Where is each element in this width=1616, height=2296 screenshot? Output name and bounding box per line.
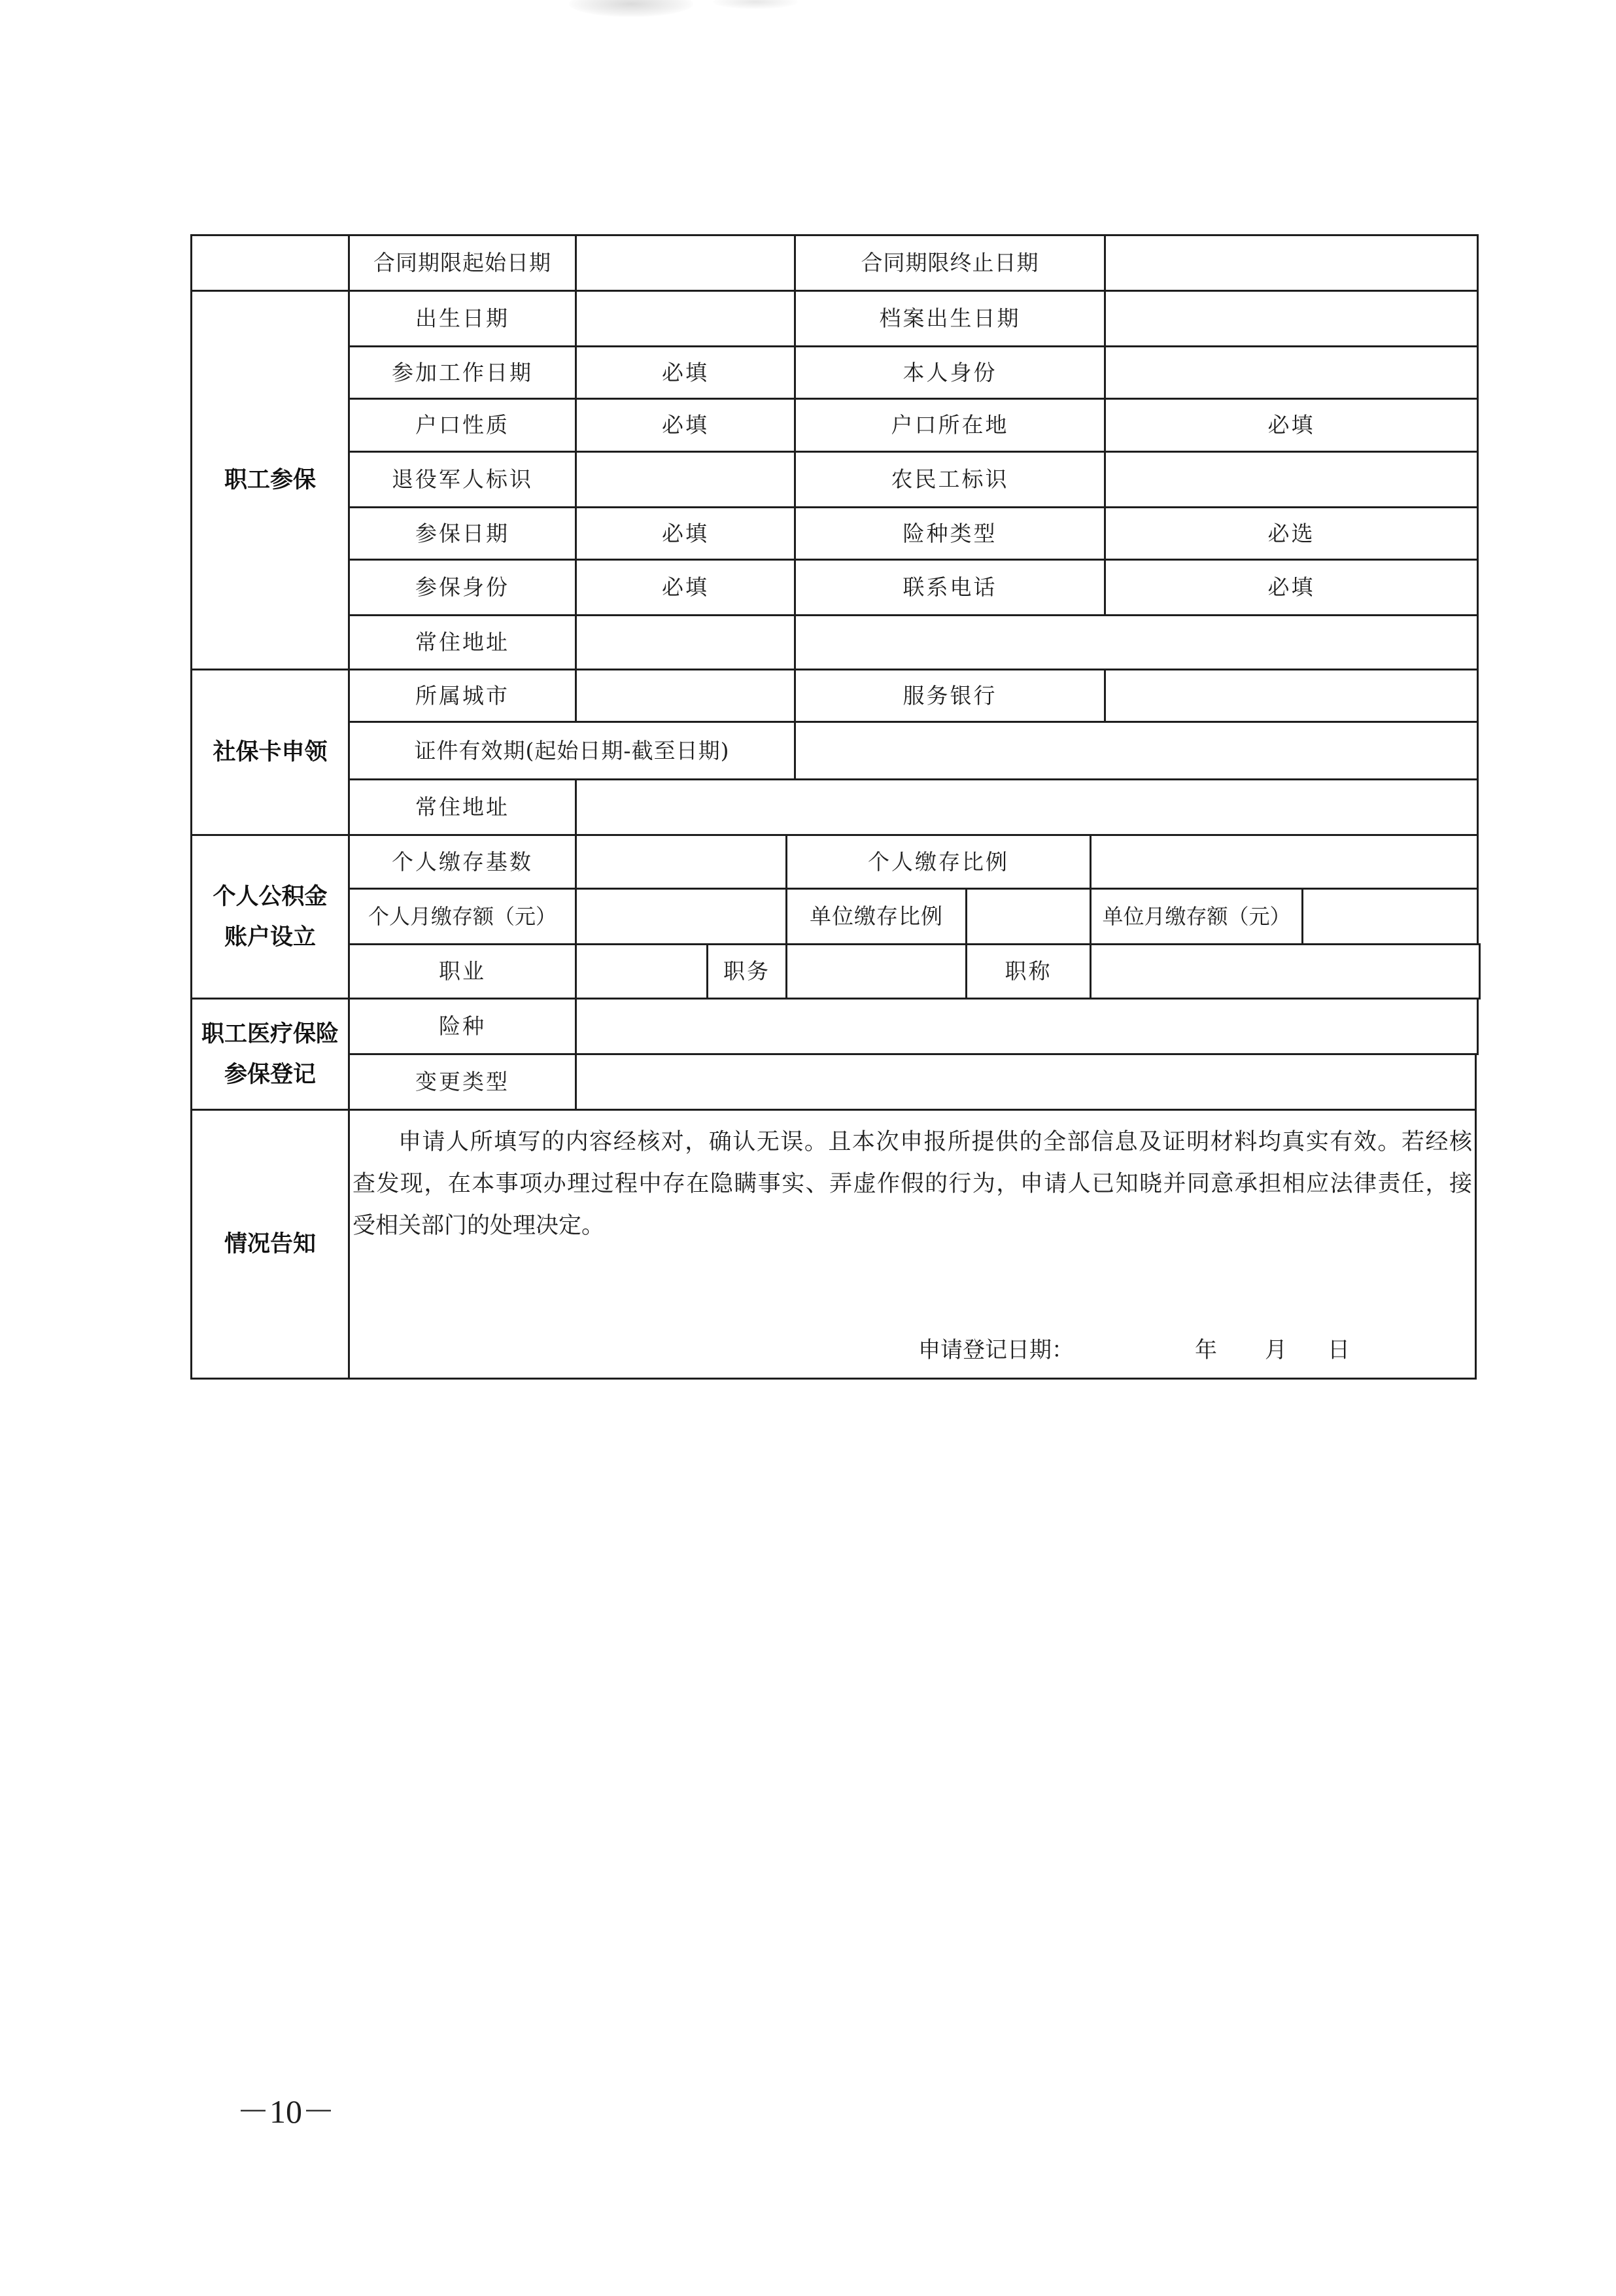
field-insurance-type bbox=[1104, 506, 1479, 561]
employer-monthly-label: 单位月缴存额（元） bbox=[1102, 904, 1291, 929]
section-employee-insurance bbox=[190, 290, 350, 670]
personal-monthly-label: 个人月缴存额（元） bbox=[368, 904, 557, 929]
occupation-label: 职业 bbox=[439, 958, 486, 984]
insured-date-label: 参保日期 bbox=[415, 520, 509, 546]
label-cell-personal-identity bbox=[794, 345, 1106, 400]
label-cell-contract-start-date bbox=[348, 234, 577, 292]
field-insurance-kind bbox=[575, 998, 1479, 1055]
birth-date-label: 出生日期 bbox=[415, 305, 509, 331]
section-notice bbox=[190, 1109, 350, 1380]
notice-line: 受相关部门的处理决定。 bbox=[352, 1213, 605, 1239]
month-label: 月 bbox=[1265, 1337, 1287, 1363]
card-residence-address-label: 常住地址 bbox=[415, 794, 509, 820]
section-label-notice: 情况告知 bbox=[224, 1231, 316, 1257]
required-hint: 必填 bbox=[662, 520, 709, 546]
position-label: 职务 bbox=[723, 958, 770, 984]
city-label: 所属城市 bbox=[415, 682, 509, 708]
section-label-social-security-card: 社保卡申领 bbox=[213, 739, 328, 765]
field-change-type bbox=[575, 1053, 1477, 1111]
service-bank-label: 服务银行 bbox=[903, 682, 997, 708]
hukou-type-label: 户口性质 bbox=[415, 412, 509, 438]
required-hint: 必填 bbox=[1267, 574, 1315, 600]
label-cell-hukou-type bbox=[348, 398, 577, 453]
field-birth-date bbox=[575, 290, 796, 347]
label-cell-employer-monthly bbox=[1090, 888, 1303, 945]
contract-start-date-label: 合同期限起始日期 bbox=[373, 250, 551, 275]
field-insured-identity bbox=[575, 559, 796, 616]
residence-address-label: 常住地址 bbox=[415, 629, 509, 655]
field-veteran-flag bbox=[575, 451, 796, 508]
label-cell-personal-monthly bbox=[348, 888, 577, 945]
label-cell-card-residence-address bbox=[348, 778, 577, 836]
label-cell-id-validity bbox=[348, 721, 796, 780]
field-insured-date bbox=[575, 506, 796, 561]
label-cell-contract-end-date bbox=[794, 234, 1106, 292]
section-label-medical-insurance bbox=[201, 1014, 339, 1095]
insurance-kind-label: 险种 bbox=[439, 1013, 486, 1039]
label-cell-work-start-date bbox=[348, 345, 577, 400]
field-card-residence-address bbox=[575, 778, 1479, 836]
archive-birth-date-label: 档案出生日期 bbox=[879, 305, 1021, 331]
field-hukou-type bbox=[575, 398, 796, 453]
field-contact-phone bbox=[1104, 559, 1479, 616]
personal-rate-label: 个人缴存比例 bbox=[868, 848, 1009, 875]
required-hint: 必填 bbox=[662, 574, 709, 600]
insurance-type-label: 险种类型 bbox=[903, 520, 997, 546]
field-personal-base bbox=[575, 834, 787, 890]
label-cell-veteran-flag bbox=[348, 451, 577, 508]
field-occupation bbox=[575, 943, 708, 1000]
field-contract-start-date bbox=[575, 234, 796, 292]
label-cell-hukou-location bbox=[794, 398, 1106, 453]
label-cell-employer-rate bbox=[785, 888, 967, 945]
label-cell-insurance-type bbox=[794, 506, 1106, 561]
required-hint: 必填 bbox=[1267, 412, 1315, 438]
label-cell-change-type bbox=[348, 1053, 577, 1111]
page-number: －10－ bbox=[237, 2093, 335, 2130]
field-contract-end-date bbox=[1104, 234, 1479, 292]
id-validity-label: 证件有效期(起始日期-截至日期) bbox=[414, 737, 730, 763]
section-label-line: 职工医疗保险 bbox=[201, 1020, 339, 1047]
contact-phone-label: 联系电话 bbox=[903, 574, 997, 600]
field-city bbox=[575, 669, 796, 723]
field-migrant-worker-flag bbox=[1104, 451, 1479, 508]
label-cell-occupation bbox=[348, 943, 577, 1000]
label-cell-residence-address bbox=[348, 614, 577, 670]
personal-base-label: 个人缴存基数 bbox=[392, 848, 533, 875]
label-cell-personal-rate bbox=[785, 834, 1092, 890]
field-work-start-date bbox=[575, 345, 796, 400]
field-employer-rate bbox=[965, 888, 1092, 945]
label-cell-insured-identity bbox=[348, 559, 577, 616]
section-label-line: 账户设立 bbox=[224, 924, 316, 950]
field-title bbox=[1090, 943, 1481, 1000]
title-label: 职称 bbox=[1005, 958, 1052, 984]
hukou-location-label: 户口所在地 bbox=[891, 412, 1009, 438]
label-cell-personal-base bbox=[348, 834, 577, 890]
label-cell-birth-date bbox=[348, 290, 577, 347]
section-cell-empty bbox=[190, 234, 350, 292]
change-type-label: 变更类型 bbox=[415, 1069, 509, 1094]
label-cell-position bbox=[706, 943, 787, 1000]
field-personal-rate bbox=[1090, 834, 1479, 890]
label-cell-city bbox=[348, 669, 577, 723]
field-residence-address bbox=[575, 614, 796, 670]
employer-rate-label: 单位缴存比例 bbox=[810, 903, 943, 929]
work-start-date-label: 参加工作日期 bbox=[392, 359, 533, 385]
field-archive-birth-date bbox=[1104, 290, 1479, 347]
required-hint: 必填 bbox=[662, 359, 709, 385]
label-cell-migrant-worker-flag bbox=[794, 451, 1106, 508]
field-personal-identity bbox=[1104, 345, 1479, 400]
application-date-label: 申请登记日期： bbox=[918, 1337, 1074, 1363]
label-cell-service-bank bbox=[794, 669, 1106, 723]
field-hukou-location bbox=[1104, 398, 1479, 453]
section-label-line: 个人公积金 bbox=[213, 883, 328, 910]
year-label: 年 bbox=[1195, 1337, 1217, 1363]
field-service-bank bbox=[1104, 669, 1479, 723]
personal-identity-label: 本人身份 bbox=[903, 359, 997, 385]
section-label-employee-insurance: 职工参保 bbox=[224, 467, 316, 493]
insured-identity-label: 参保身份 bbox=[415, 574, 509, 600]
section-label-housing-fund bbox=[213, 877, 327, 958]
section-housing-fund bbox=[190, 834, 350, 1000]
required-hint: 必填 bbox=[662, 412, 709, 438]
migrant-worker-flag-label: 农民工标识 bbox=[891, 466, 1009, 492]
section-medical-insurance bbox=[190, 998, 350, 1111]
section-label-line: 参保登记 bbox=[224, 1061, 316, 1088]
veteran-flag-label: 退役军人标识 bbox=[392, 466, 533, 492]
scan-smudge bbox=[569, 0, 693, 17]
notice-content bbox=[348, 1109, 1477, 1380]
field-employer-monthly bbox=[1301, 888, 1479, 945]
field-personal-monthly bbox=[575, 888, 787, 945]
label-cell-insurance-kind bbox=[348, 998, 577, 1055]
notice-line: 查发现，在本事项办理过程中存在隐瞒事实、弄虚作假的行为，申请人已知晓并同意承担相应法律责任，接 bbox=[352, 1171, 1472, 1197]
label-cell-title bbox=[965, 943, 1092, 1000]
label-cell-insured-date bbox=[348, 506, 577, 561]
section-social-security-card bbox=[190, 669, 350, 836]
field-residence-address-extra bbox=[794, 614, 1479, 670]
required-selection-hint: 必选 bbox=[1267, 520, 1315, 546]
label-cell-archive-birth-date bbox=[794, 290, 1106, 347]
day-label: 日 bbox=[1328, 1337, 1350, 1363]
notice-line: 申请人所填写的内容经核对，确认无误。且本次申报所提供的全部信息及证明材料均真实有效。若经核 bbox=[398, 1129, 1472, 1155]
field-position bbox=[785, 943, 967, 1000]
label-cell-contact-phone bbox=[794, 559, 1106, 616]
contract-end-date-label: 合同期限终止日期 bbox=[861, 250, 1039, 275]
scan-smudge bbox=[713, 0, 798, 9]
field-id-validity bbox=[794, 721, 1479, 780]
